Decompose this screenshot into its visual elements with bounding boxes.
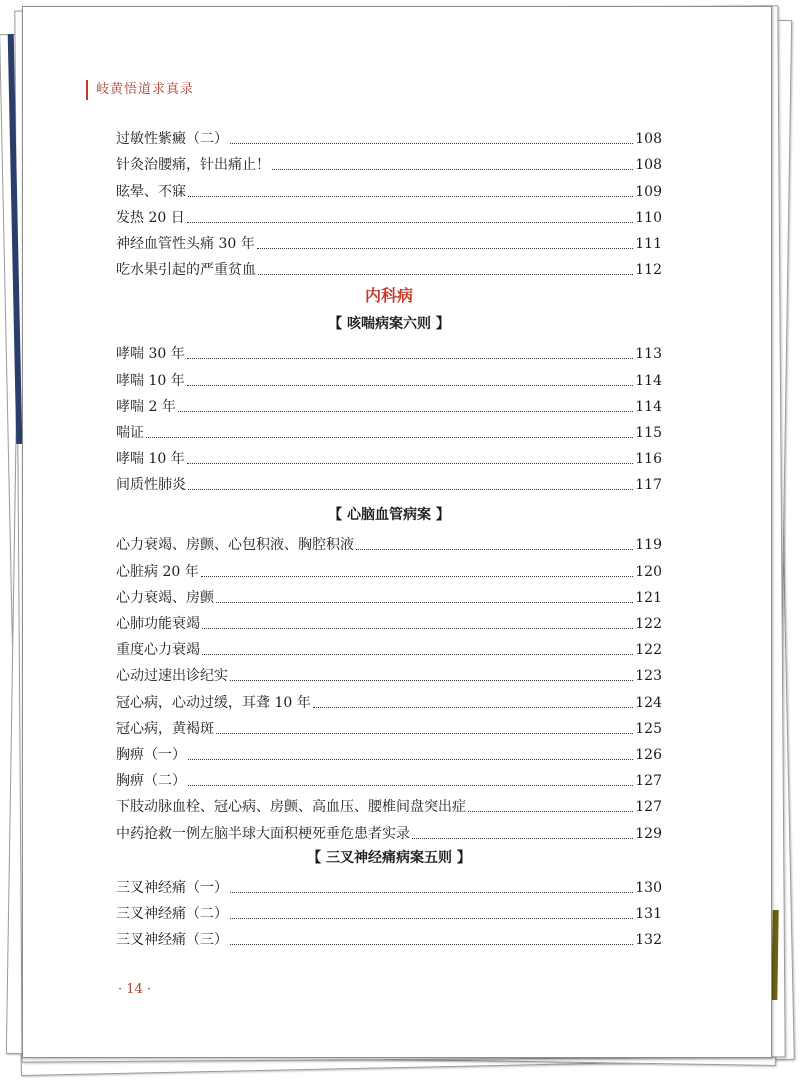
toc-entry[interactable] [116,363,662,389]
toc-entry[interactable] [116,764,662,790]
dot-leader [257,247,634,249]
entry-title: 心力衰竭、房颤 [116,589,214,606]
dot-leader [202,627,633,629]
dot-leader [178,410,633,412]
entry-page: 129 [635,825,662,842]
entry-title: 发热 20 日 [116,209,185,226]
entry-page: 126 [635,746,662,763]
entry-page: 109 [635,183,662,200]
entry-title: 间质性肺炎 [116,477,186,494]
dot-leader [230,891,633,893]
dot-leader [146,436,633,438]
entry-title: 哮喘 10 年 [116,451,185,468]
entry-title: 胸痹（二） [116,773,186,790]
toc-entry[interactable] [116,607,662,633]
dot-leader [412,837,633,839]
entry-page: 130 [635,879,662,896]
dot-leader [187,384,634,386]
entry-page: 111 [635,235,662,252]
dot-leader [230,142,633,144]
toc-entry[interactable] [116,337,662,363]
dot-leader [188,488,633,490]
entry-page: 108 [635,157,662,174]
group-title: 【 心脑血管病案 】 [328,507,450,524]
entry-title: 下肢动脉血栓、冠心病、房颤、高血压、腰椎间盘突出症 [116,799,466,816]
entry-page: 131 [635,905,662,922]
entry-page: 110 [635,209,662,226]
toc-entry[interactable] [116,871,662,897]
toc-entry[interactable] [116,790,662,816]
running-head: 岐黄悟道求真录 [86,80,194,100]
toc-entry[interactable] [116,390,662,416]
entry-page: 122 [635,616,662,632]
entry-title: 哮喘 2 年 [116,398,176,415]
entry-title: 心脏病 20 年 [116,563,199,580]
toc-entry[interactable] [116,685,662,711]
toc-entry[interactable] [116,201,662,227]
toc-entry[interactable] [116,581,662,607]
table-of-contents [116,122,662,949]
toc-entry[interactable] [116,148,662,174]
entry-page: 117 [635,477,662,494]
entry-title: 重度心力衰竭 [116,642,200,659]
entry-title: 心动过速出诊纪实 [116,668,228,685]
toc-entry[interactable] [116,633,662,659]
entry-page: 114 [635,372,662,389]
entry-title: 哮喘 10 年 [116,372,185,389]
toc-entry[interactable] [116,122,662,148]
entry-page: 121 [635,589,662,606]
entry-title: 冠心病，心动过缓，耳聋 10 年 [116,694,311,711]
toc-entry[interactable] [116,174,662,200]
toc-entry[interactable] [116,227,662,253]
entry-title: 中药抢救一例左脑半球大面积梗死垂危患者实录 [116,825,410,842]
toc-entry[interactable] [116,253,662,279]
entry-title: 神经血管性头痛 30 年 [116,235,255,252]
entry-page: 127 [635,799,662,816]
toc-entry[interactable] [116,468,662,494]
entry-title: 眩晕、不寐 [116,183,186,200]
entry-page: 123 [635,668,662,685]
entry-title: 喘证 [116,424,144,441]
dot-leader [356,548,633,550]
page-number: · 14 · [118,982,152,997]
dot-leader [216,732,633,734]
entry-page: 112 [635,262,662,279]
entry-title: 吃水果引起的严重贫血 [116,262,256,279]
entry-page: 116 [635,451,662,468]
dot-leader [188,195,633,197]
entry-title: 针灸治腰痛，针出痛止！ [116,157,270,174]
dot-leader [202,653,633,655]
entry-page: 120 [635,563,662,580]
toc-entry[interactable] [116,897,662,923]
entry-page: 127 [635,773,662,790]
dot-leader [201,575,634,577]
dot-leader [188,758,633,760]
entry-page: 132 [635,932,662,949]
entry-title: 冠心病，黄褐斑 [116,720,214,737]
entry-title: 胸痹（一） [116,746,186,763]
dot-leader [187,357,634,359]
toc-entry[interactable] [116,712,662,738]
dot-leader [188,784,633,786]
group-title: 【 三叉神经痛病案五则 】 [307,849,471,866]
dot-leader [187,462,634,464]
toc-entry[interactable] [116,738,662,764]
entry-page: 114 [635,398,662,415]
entry-page: 124 [635,694,662,711]
entry-page: 125 [635,720,662,737]
entry-title: 哮喘 30 年 [116,346,185,363]
entry-title: 心力衰竭、房颤、心包积液、胸腔积液 [116,537,354,554]
dot-leader [230,917,633,919]
group-title: 【 咳喘病案六则 】 [328,316,450,333]
entry-title: 心肺功能衰竭 [116,616,200,632]
entry-page: 113 [635,346,662,363]
section-title: 内科病 [364,286,413,306]
entry-title: 过敏性紫癜（二） [116,131,228,148]
entry-title: 三叉神经痛（三） [116,932,228,949]
toc-entry[interactable] [116,528,662,554]
entry-page: 122 [635,642,662,659]
dot-leader [230,679,633,681]
toc-entry[interactable] [116,416,662,442]
toc-entry[interactable] [116,816,662,842]
dot-leader [258,273,633,275]
dot-leader [230,943,633,945]
entry-title: 三叉神经痛（一） [116,879,228,896]
dot-leader [216,601,633,603]
toc-entry[interactable] [116,923,662,949]
entry-page: 119 [635,537,662,554]
entry-page: 115 [635,424,662,441]
dot-leader [272,168,633,170]
toc-entry[interactable] [116,659,662,685]
toc-entry[interactable] [116,554,662,580]
dot-leader [313,706,634,708]
entry-title: 三叉神经痛（二） [116,905,228,922]
toc-entry[interactable] [116,442,662,468]
entry-page: 108 [635,131,662,148]
dot-leader [187,221,634,223]
dot-leader [468,810,633,812]
